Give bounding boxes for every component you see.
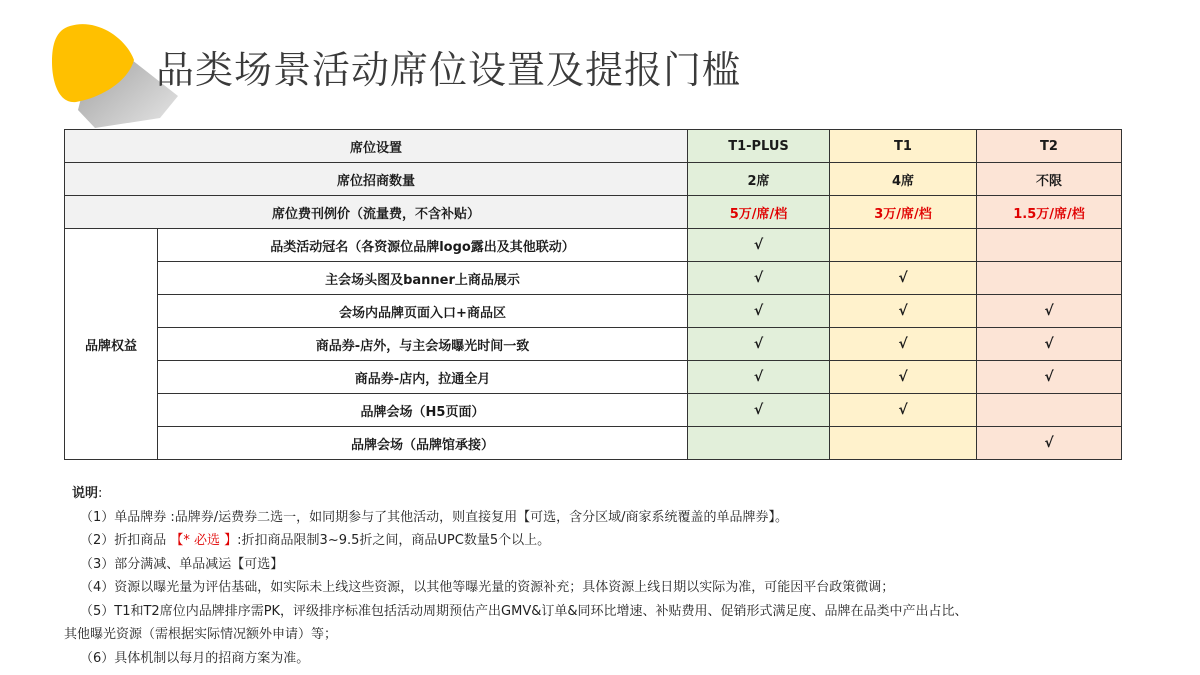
table-row [65,361,1122,394]
benefit-name: 商品券-店内，拉通全月 [158,361,688,394]
check-icon: √ [977,295,1122,328]
tier-t2-header: T2 [977,130,1122,163]
check-icon: √ [830,262,977,295]
note-item-4: （4）资源以曝光量为评估基础，如实际未上线这些资源，以其他等曝光量的资源补充；具体资源上线日期以实际为准，可能因平台政策微调； [80,580,895,595]
page-title: 品类场景活动席位设置及提报门槛 [156,48,742,92]
note-item-5-continuation: 其他曝光资源（需根据实际情况额外申请）等； [64,627,338,642]
header-label-cell: 席位设置 [65,130,688,163]
table-row [65,427,1122,460]
check-icon: √ [830,295,977,328]
benefit-name: 品牌会场（品牌馆承接） [158,427,688,460]
check-icon [977,229,1122,262]
price-t1plus: 5万/席/档 [688,196,830,229]
note-2-suffix: :折扣商品限制3~9.5折之间，商品UPC数量5个以上。 [237,533,551,548]
price-t1: 3万/席/档 [830,196,977,229]
benefit-name: 品类活动冠名（各资源位品牌logo露出及其他联动） [158,229,688,262]
notes-heading: 说明 [72,486,99,501]
check-icon [977,394,1122,427]
check-icon: √ [977,427,1122,460]
price-t2: 1.5万/席/档 [977,196,1122,229]
check-icon [977,262,1122,295]
check-icon: √ [830,361,977,394]
note-item-2 [72,529,968,553]
check-icon: √ [688,262,830,295]
check-icon: √ [688,394,830,427]
table-row [65,328,1122,361]
quota-label-cell: 席位招商数量 [65,163,688,196]
check-icon [688,427,830,460]
price-label-cell: 席位费刊例价（流量费，不含补贴） [65,196,688,229]
benefit-name: 品牌会场（H5页面） [158,394,688,427]
quota-t1: 4席 [830,163,977,196]
quota-t1plus: 2席 [688,163,830,196]
check-icon: √ [688,328,830,361]
benefit-name: 会场内品牌页面入口+商品区 [158,295,688,328]
check-icon: √ [688,229,830,262]
seat-settings-table [64,129,1122,460]
check-icon: √ [977,361,1122,394]
check-icon: √ [830,328,977,361]
note-item-5: （5）T1和T2席位内品牌排序需PK，评级排序标准包括活动周期预估产出GMV&订单&同环比增速、补贴费用、促销形式满足度、品牌在品类中产出占比、 [80,603,968,619]
notes-heading-line [72,482,968,506]
benefits-group-label: 品牌权益 [65,229,158,460]
check-icon: √ [977,328,1122,361]
table-row [65,262,1122,295]
quota-t2: 不限 [977,163,1122,196]
tier-t1-header: T1 [830,130,977,163]
benefit-name: 主会场头图及banner上商品展示 [158,262,688,295]
check-icon: √ [688,361,830,394]
table-row-quota [65,163,1122,196]
note-item-3: （3）部分满减、单品减运【可选】 [80,556,284,572]
notes-heading-colon: : [98,486,103,501]
check-icon [830,427,977,460]
table-row [65,229,1122,262]
table-row-tiers [65,130,1122,163]
benefit-name: 商品券-店外，与主会场曝光时间一致 [158,328,688,361]
note-item-6: （6）具体机制以每月的招商方案为准。 [80,650,310,666]
check-icon: √ [830,394,977,427]
notes-section [64,482,968,670]
check-icon [830,229,977,262]
required-badge: 【* 必选 】 [170,533,238,548]
note-2-prefix: （2）折扣商品 [80,533,171,548]
check-icon: √ [688,295,830,328]
table-row-price [65,196,1122,229]
note-item-1: （1）单品牌券 :品牌券/运费券二选一，如同期参与了其他活动，则直接复用【可选，含分区域/商家系统覆盖的单品牌券】。 [80,509,789,525]
table-row [65,295,1122,328]
table-row [65,394,1122,427]
tier-t1plus-header: T1-PLUS [688,130,830,163]
